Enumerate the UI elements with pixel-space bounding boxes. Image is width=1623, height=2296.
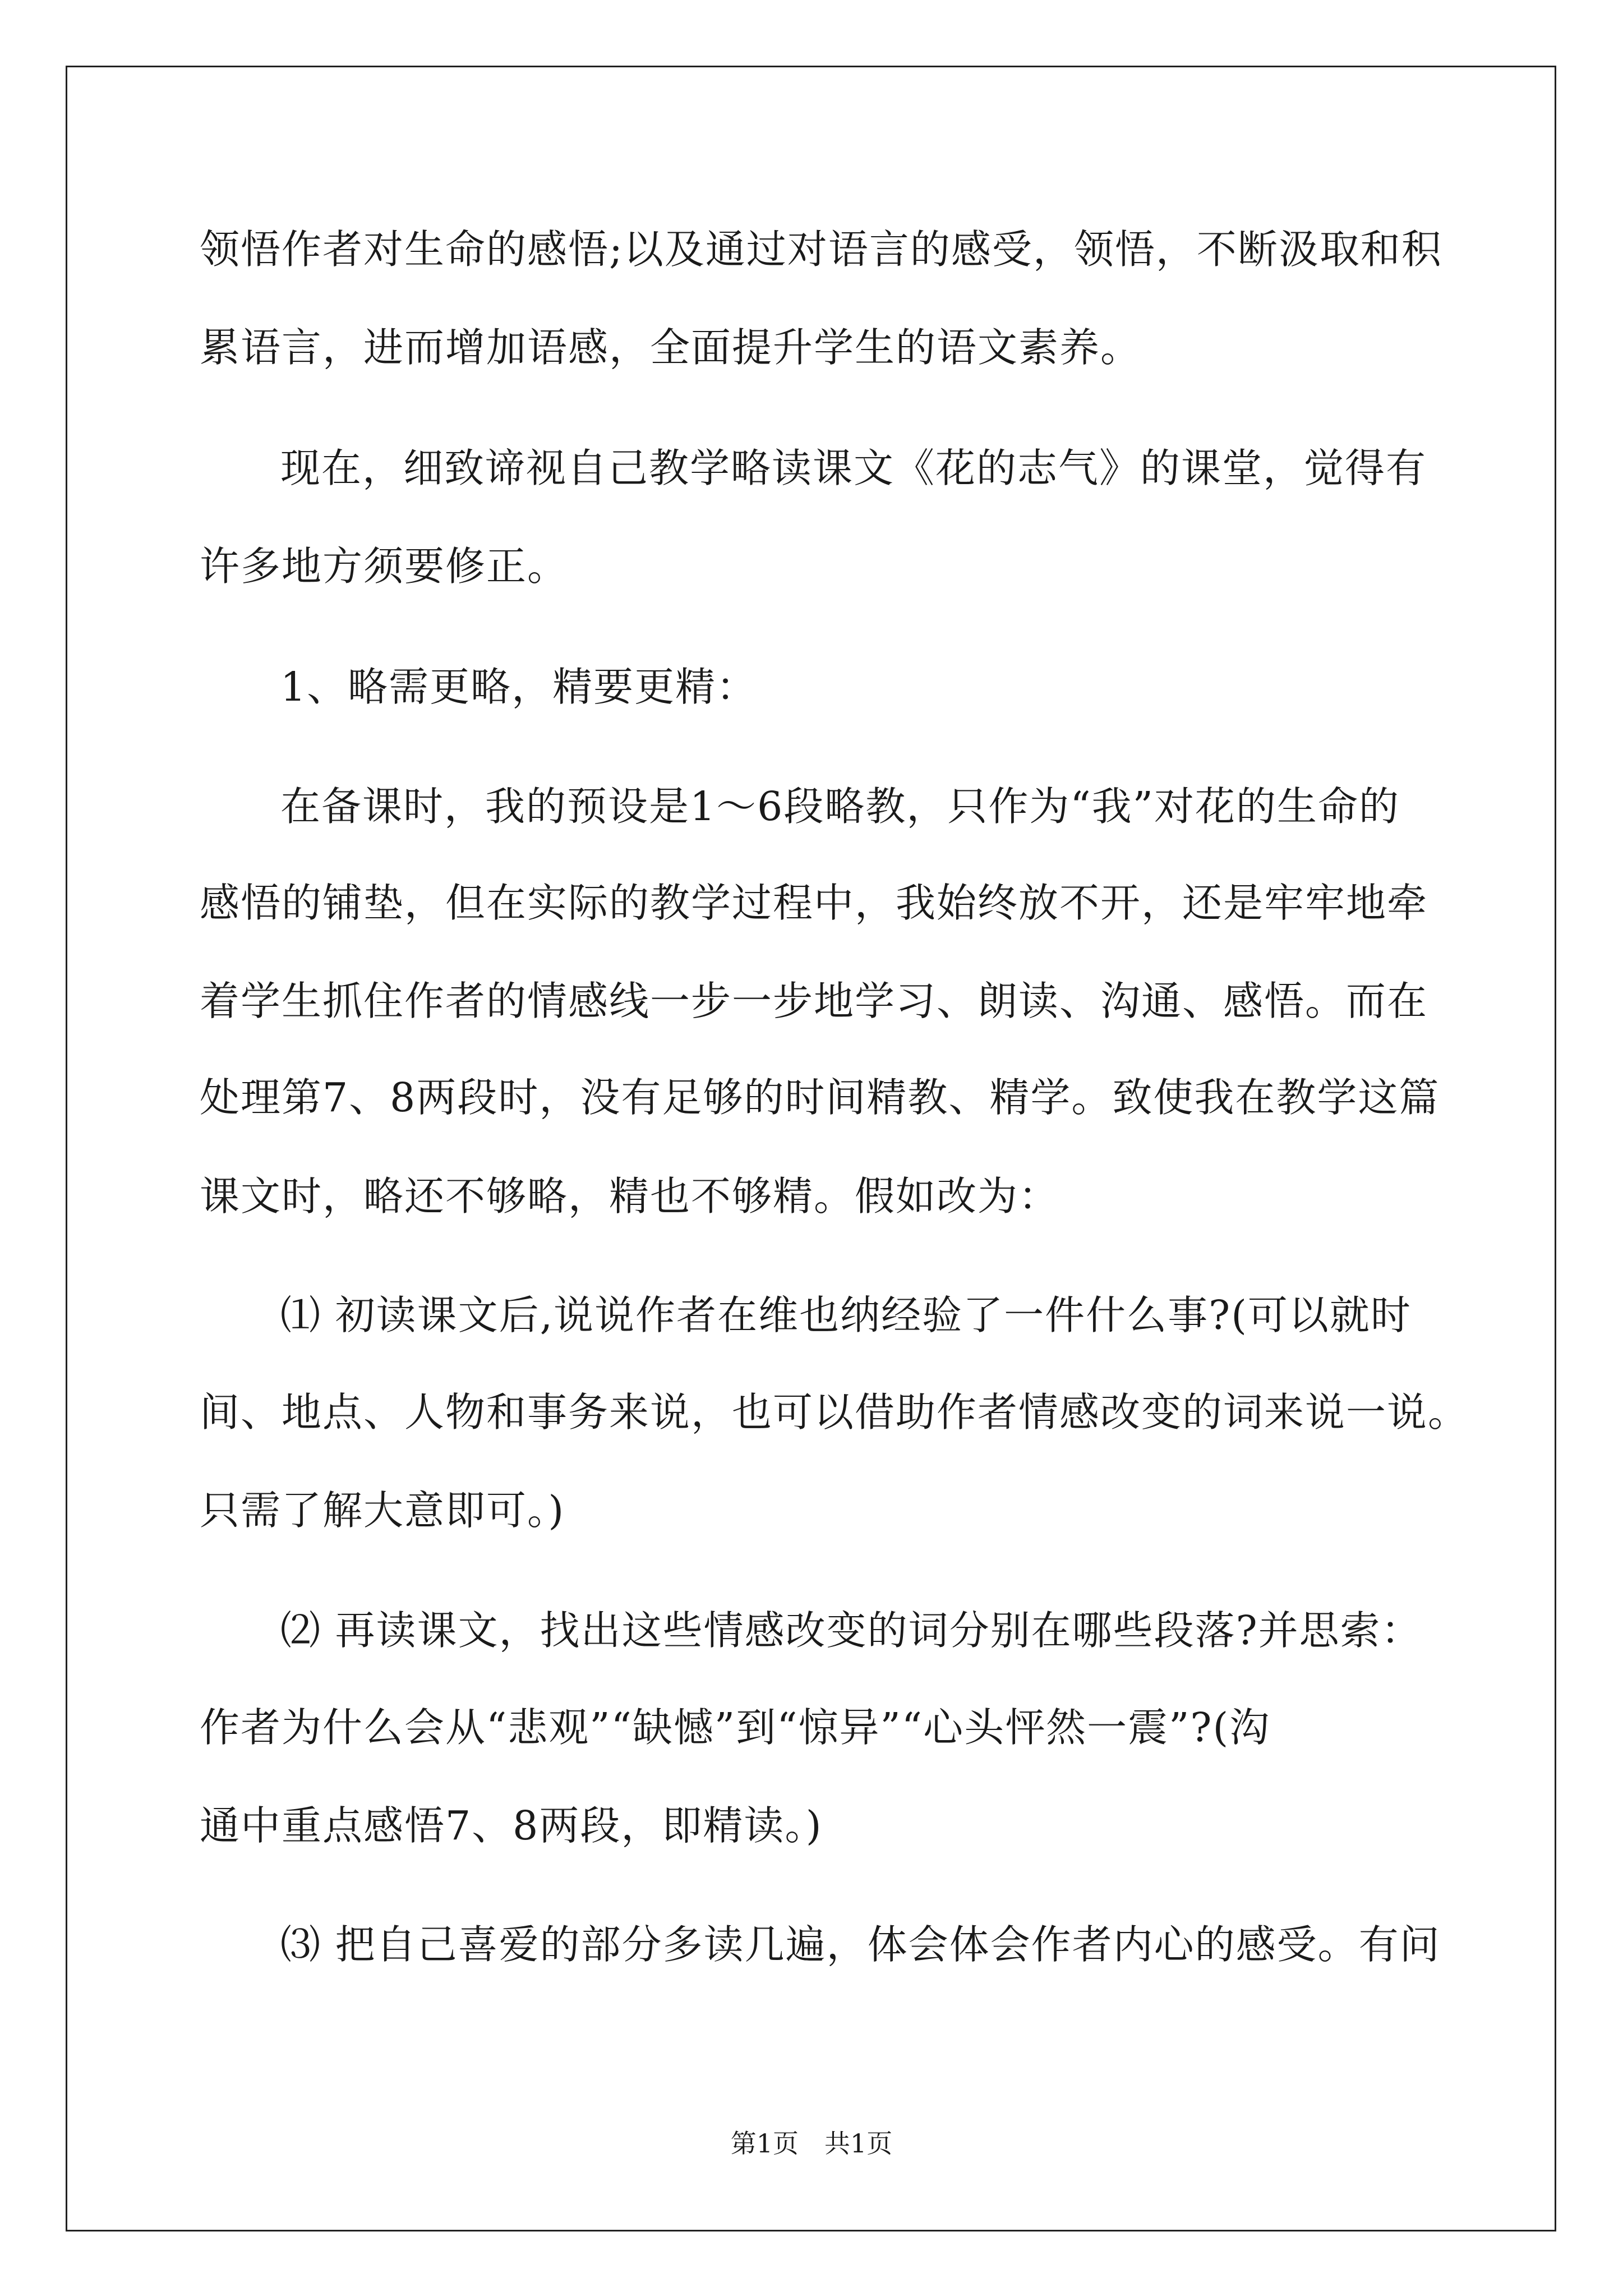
section-heading: 1、略需更略，精要更精： xyxy=(280,664,758,710)
list-item-2: ⑵ 再读课文，找出这些情感改变的词分别在哪些段落?并思索： xyxy=(280,1607,1422,1654)
paragraph-start-line: 在备课时，我的预设是1～6段略教，只作为“我”对花的生命的 xyxy=(280,783,1400,830)
page-number-footer: 第1页 共1页 xyxy=(730,2128,893,2159)
text-line: 许多地方须要修正。 xyxy=(200,543,569,590)
text-line: 处理第7、8两段时，没有足够的时间精教、精学。致使我在教学这篇 xyxy=(200,1074,1440,1121)
paragraph-start-line: 现在，细致谛视自己教学略读课文《花的志气》的课堂，觉得有 xyxy=(280,445,1427,491)
text-line: 课文时，略还不够略，精也不够精。假如改为： xyxy=(200,1173,1060,1220)
page-frame xyxy=(66,66,1556,2231)
list-item-1: ⑴ 初读课文后,说说作者在维也纳经验了一件什么事?(可以就时 xyxy=(280,1292,1412,1338)
text-line: 领悟作者对生命的感悟;以及通过对语言的感受，领悟，不断汲取和积 xyxy=(200,226,1442,273)
text-line: 只需了解大意即可。) xyxy=(200,1487,565,1534)
text-line: 作者为什么会从“悲观”“缺憾”到“惊异”“心头怦然一震”?(沟 xyxy=(200,1704,1271,1751)
text-line: 感悟的铺垫，但在实际的教学过程中，我始终放不开，还是牢牢地牵 xyxy=(200,880,1428,926)
text-line: 通中重点感悟7、8两段，即精读。) xyxy=(200,1802,823,1849)
text-line: 间、地点、人物和事务来说，也可以借助作者情感改变的词来说一说。 xyxy=(200,1389,1469,1435)
list-item-3: ⑶ 把自己喜爱的部分多读几遍，体会体会作者内心的感受。有问 xyxy=(280,1921,1441,1968)
text-line: 累语言，进而增加语感，全面提升学生的语文素养。 xyxy=(200,324,1142,371)
text-line: 着学生抓住作者的情感线一步一步地学习、朗读、沟通、感悟。而在 xyxy=(200,978,1428,1024)
